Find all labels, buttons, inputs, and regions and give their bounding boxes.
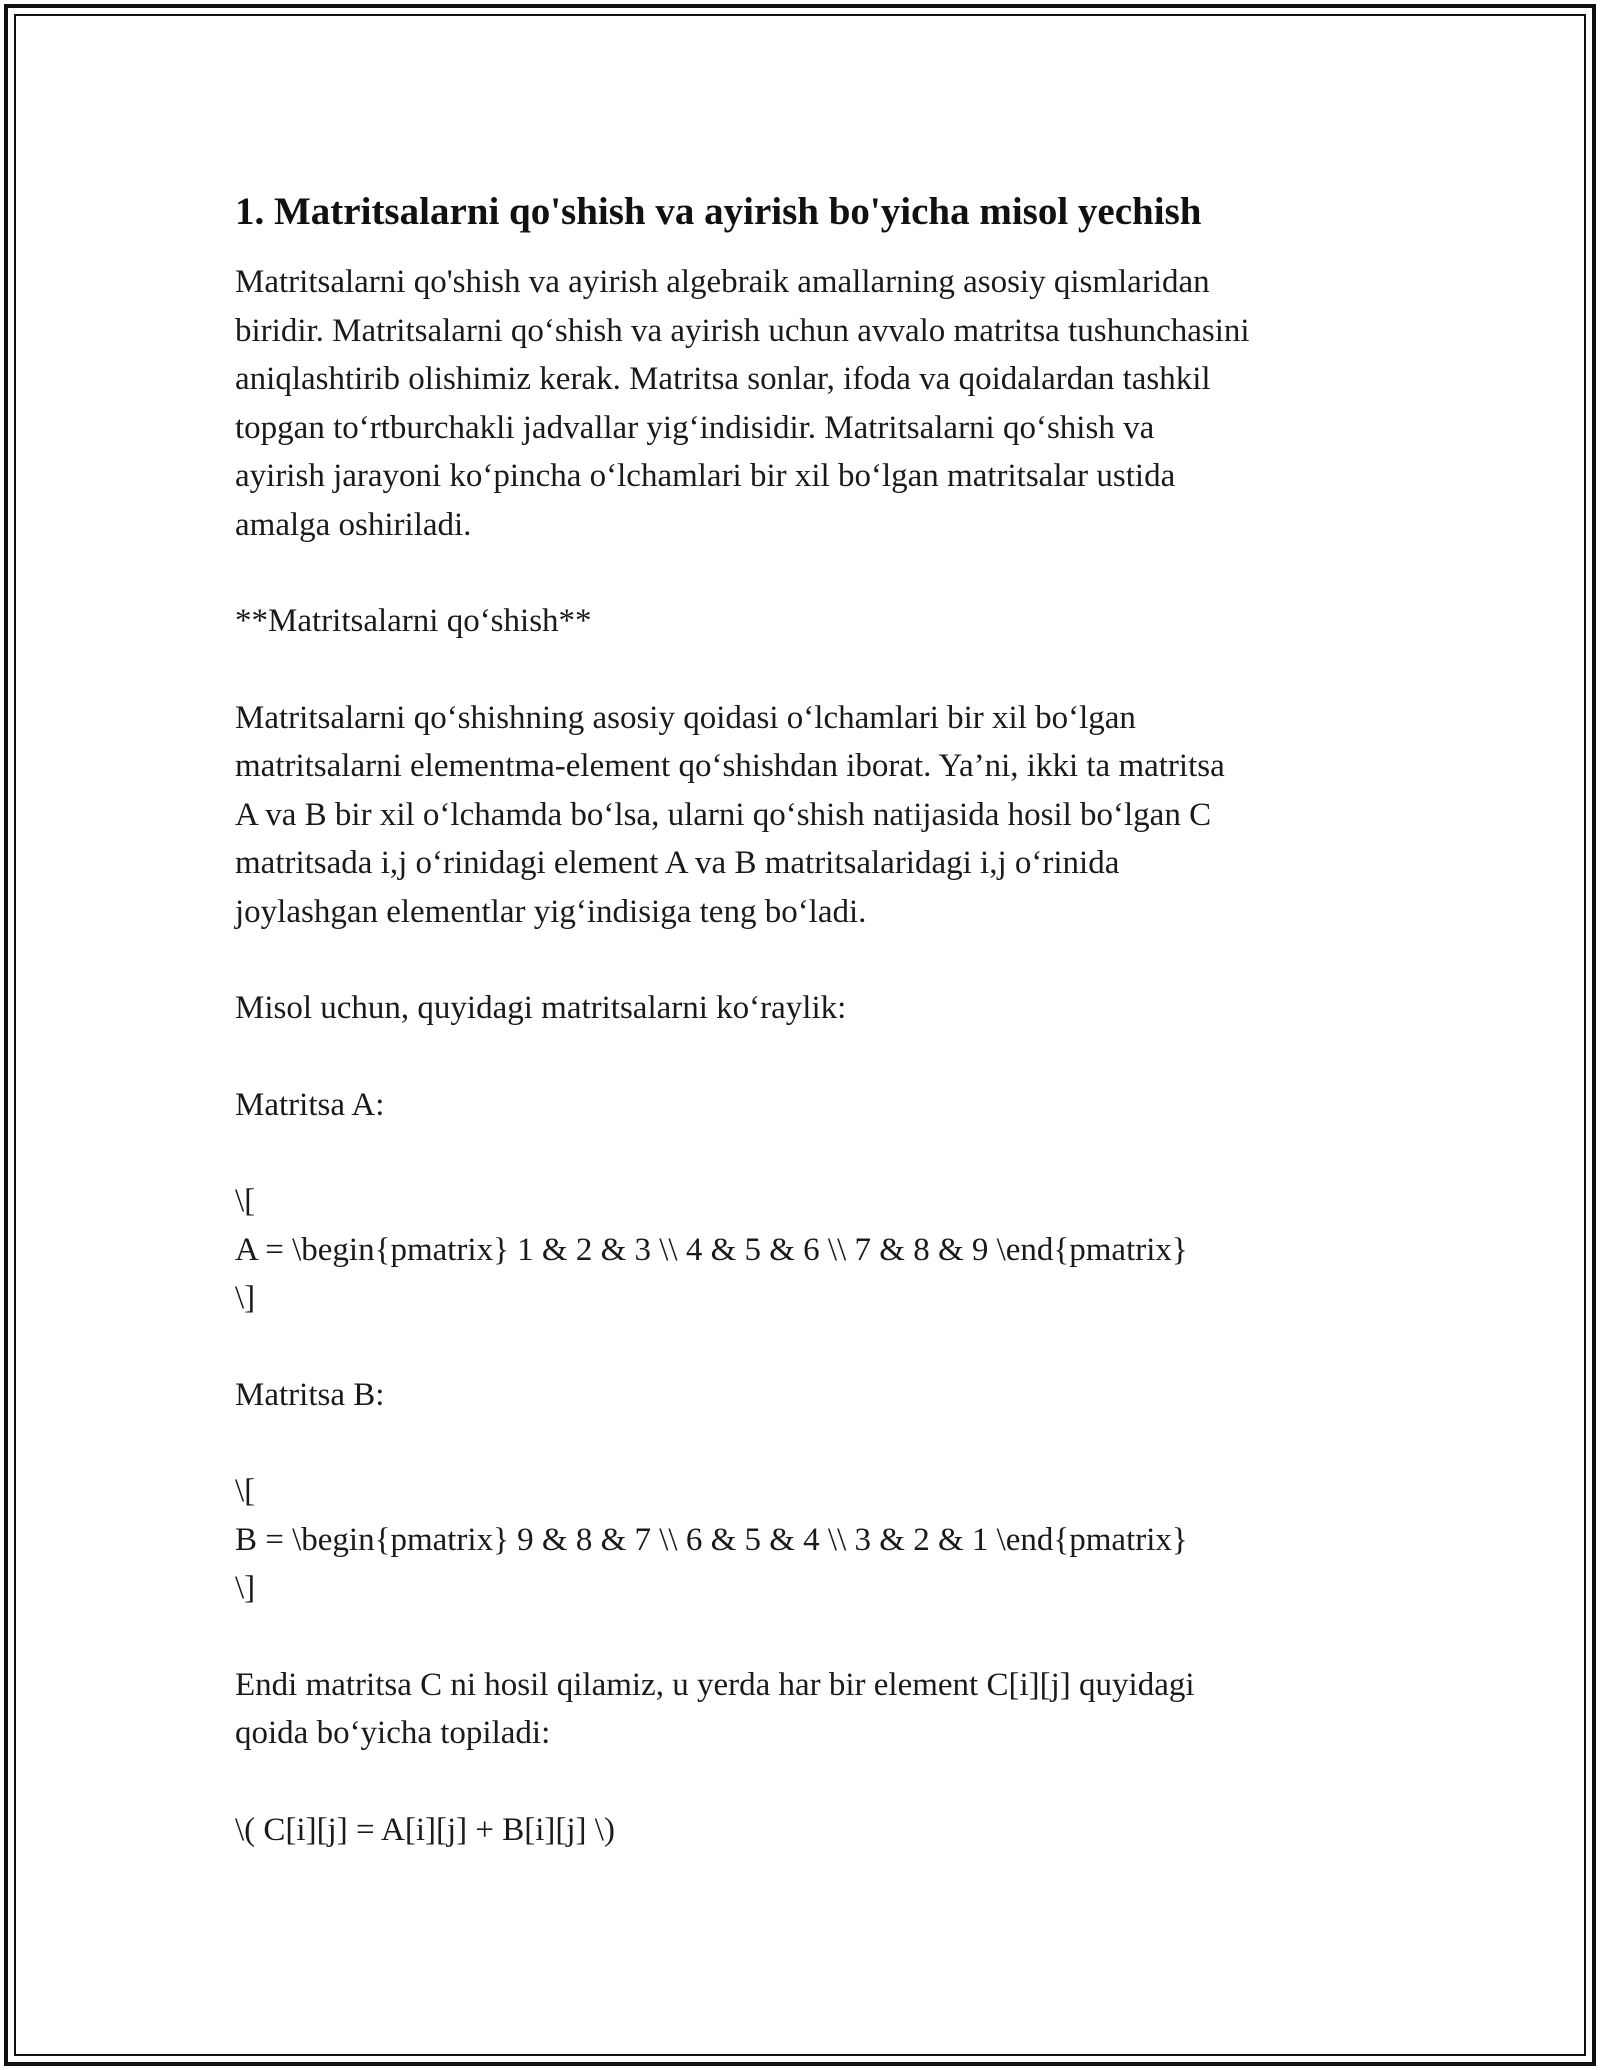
matrix-b-label: Matritsa B: [235,1376,385,1413]
example-intro: Misol uchun, quyidagi matritsalarni ko‘raylik: [235,990,847,1026]
document-title: 1. Matritsalarni qo'shish va ayirish bo'yicha misol yechish [235,190,1202,233]
matrix-a-label: Matritsa A: [235,1086,385,1123]
addition-rule-paragraph: Matritsalarni qo‘shishning asosiy qoidasi o‘lchamlari bir xil bo‘lgan matritsalarni elementma-element qo‘shishdan iborat. Ya’ni, ikki ta matritsa A va B bir xil o‘lchamda bo‘lsa, ularni qo‘shish natijasida hosil bo‘lgan C matritsada i,j o‘rinidagi element A va B matritsalaridagi i,j o‘rinida joylashgan elementlar yig‘indisiga teng bo‘ladi. [235,699,1225,930]
section-heading-addition: **Matritsalarni qo‘shish** [235,603,592,639]
intro-paragraph: Matritsalarni qo'shish va ayirish algebraik amallarning asosiy qismlaridan biridir. Matritsalarni qo‘shish va ayirish uchun avvalo matritsa tushunchasini aniqlashtirib olishimiz kerak. Matritsa sonlar, ifoda va qoidalardan tashkil topgan to‘rtburchakli jadvallar yig‘indisidir. Matritsalarni qo‘shish va ayirish jarayoni ko‘pincha o‘lchamlari bir xil bo‘lgan matritsalar ustida amalga oshiriladi. [235,264,1250,543]
matrix-b-latex: \[ B = \begin{pmatrix} 9 & 8 & 7 \\ 6 & 5 & 4 \\ 3 & 2 & 1 \end{pmatrix} \] [235,1473,1188,1606]
matrix-a-latex: \[ A = \begin{pmatrix} 1 & 2 & 3 \\ 4 & 5 & 6 \\ 7 & 8 & 9 \end{pmatrix} \] [235,1183,1188,1316]
matrix-c-description: Endi matritsa C ni hosil qilamiz, u yerda har bir element C[i][j] quyidagi qoida bo‘yicha topiladi: [235,1666,1195,1751]
document-body [235,186,1385,1854]
addition-formula: \( C[i][j] = A[i][j] + B[i][j] \) [235,1811,615,1848]
